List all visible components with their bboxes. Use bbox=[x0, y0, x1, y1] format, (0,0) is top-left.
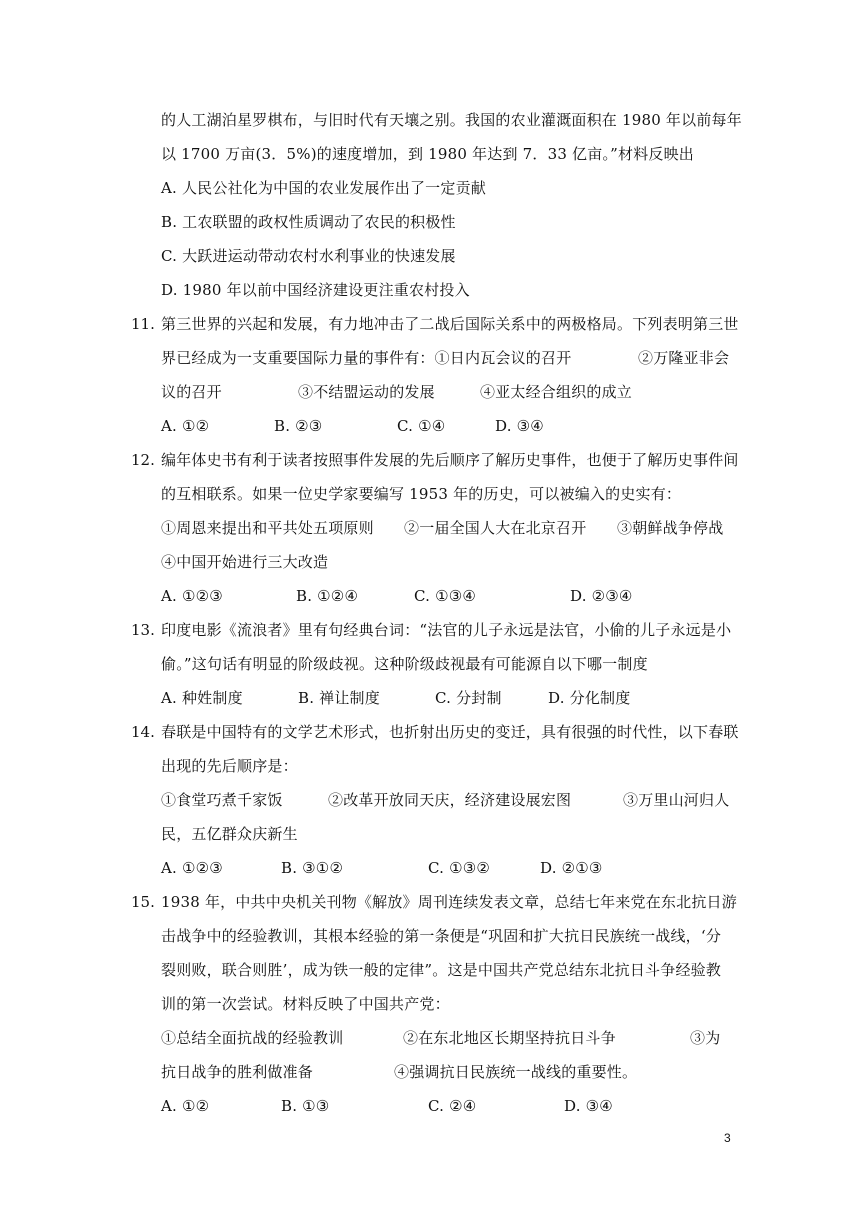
q15-text-line-1: 1938 年，中共中央机关刊物《解放》周刊连续发表文章，总结七年来党在东北抗日游 bbox=[161, 893, 737, 911]
q14-option-d: D. ②①③ bbox=[540, 859, 603, 877]
q15-option-c: C. ②④ bbox=[428, 1097, 477, 1115]
q12-text-line-1: 编年体史书有利于读者按照事件发展的先后顺序了解历史事件，也便于了解历史事件间 bbox=[161, 451, 739, 469]
q13-text-line-1: 印度电影《流浪者》里有句经典台词：“法官的儿子永远是法官，小偷的儿子永远是小 bbox=[161, 621, 732, 639]
q10-option-b: B. 工农联盟的政权性质调动了农民的积极性 bbox=[161, 213, 456, 231]
q13-option-b: B. 禅让制度 bbox=[298, 689, 380, 707]
q11-text-line-2a: 界已经成为一支重要国际力量的事件有：①日内瓦会议的召开 bbox=[161, 349, 572, 367]
q11-number: 11. bbox=[131, 315, 155, 333]
q14-text-line-4: 民，五亿群众庆新生 bbox=[161, 825, 298, 843]
q15-text-line-5c: ③为 bbox=[690, 1029, 721, 1047]
q15-number: 15. bbox=[131, 893, 155, 911]
q10-option-d: D. 1980 年以前中国经济建设更注重农村投入 bbox=[161, 281, 470, 299]
q15-text-line-3: 裂则败，联合则胜’，成为铁一般的定律”。这是中国共产党总结东北抗日斗争经验教 bbox=[161, 961, 722, 979]
q13-text-line-2: 偷。”这句话有明显的阶级歧视。这种阶级歧视最有可能源自以下哪一制度 bbox=[161, 655, 648, 673]
q15-text-line-4: 训的第一次尝试。材料反映了中国共产党： bbox=[161, 995, 450, 1013]
q15-option-d: D. ③④ bbox=[564, 1097, 613, 1115]
q13-number: 13. bbox=[131, 621, 155, 639]
q14-text-line-3a: ①食堂巧煮千家饭 bbox=[161, 791, 283, 809]
q12-number: 12. bbox=[131, 451, 155, 469]
q11-option-c: C. ①④ bbox=[397, 417, 446, 435]
q12-text-line-2: 的互相联系。如果一位史学家要编写 1953 年的历史，可以被编入的史实有： bbox=[161, 485, 682, 503]
q12-text-line-3b: ②一届全国人大在北京召开 bbox=[404, 519, 587, 537]
q12-text-line-4: ④中国开始进行三大改造 bbox=[161, 553, 329, 571]
q10-option-a: A. 人民公社化为中国的农业发展作出了一定贡献 bbox=[161, 179, 486, 197]
q11-text-line-3c: ④亚太经合组织的成立 bbox=[480, 383, 633, 401]
q15-text-line-2: 击战争中的经验教训，其根本经验的第一条便是“巩固和扩大抗日民族统一战线，‘分 bbox=[161, 927, 722, 945]
q14-text-line-3b: ②改革开放同天庆，经济建设展宏图 bbox=[328, 791, 572, 809]
q13-option-d: D. 分化制度 bbox=[548, 689, 631, 707]
q14-text-line-3c: ③万里山河归人 bbox=[623, 791, 730, 809]
q14-text-line-1: 春联是中国特有的文学艺术形式，也折射出历史的变迁，具有很强的时代性，以下春联 bbox=[161, 723, 739, 741]
q11-option-d: D. ③④ bbox=[495, 417, 544, 435]
q11-text-line-2b: ②万隆亚非会 bbox=[638, 349, 730, 367]
q12-text-line-3a: ①周恩来提出和平共处五项原则 bbox=[161, 519, 374, 537]
q15-option-b: B. ①③ bbox=[281, 1097, 330, 1115]
q14-option-a: A. ①②③ bbox=[161, 859, 223, 877]
q13-option-c: C. 分封制 bbox=[435, 689, 502, 707]
q14-option-b: B. ③①② bbox=[281, 859, 344, 877]
q12-option-d: D. ②③④ bbox=[570, 587, 633, 605]
q14-option-c: C. ①③② bbox=[428, 859, 491, 877]
q13-option-a: A. 种姓制度 bbox=[161, 689, 243, 707]
page-number: 3 bbox=[724, 1131, 731, 1145]
q10-text-line-2: 以 1700 万亩(3．5%)的速度增加，到 1980 年达到 7．33 亿亩。”材料反映出 bbox=[161, 145, 695, 163]
q11-text-line-1: 第三世界的兴起和发展，有力地冲击了二战后国际关系中的两极格局。下列表明第三世 bbox=[161, 315, 739, 333]
q15-text-line-5b: ②在东北地区长期坚持抗日斗争 bbox=[403, 1029, 616, 1047]
q14-text-line-2: 出现的先后顺序是： bbox=[161, 757, 298, 775]
q11-text-line-3b: ③不结盟运动的发展 bbox=[298, 383, 435, 401]
q15-text-line-6b: ④强调抗日民族统一战线的重要性。 bbox=[394, 1063, 638, 1081]
q11-text-line-3a: 议的召开 bbox=[161, 383, 222, 401]
q15-option-a: A. ①② bbox=[161, 1097, 210, 1115]
q11-option-a: A. ①② bbox=[161, 417, 210, 435]
q10-text-line-1: 的人工湖泊星罗棋布，与旧时代有天壤之别。我国的农业灌溉面积在 1980 年以前每年 bbox=[161, 111, 742, 129]
q14-number: 14. bbox=[131, 723, 155, 741]
q12-option-b: B. ①②④ bbox=[296, 587, 359, 605]
q10-option-c: C. 大跃进运动带动农村水利事业的快速发展 bbox=[161, 247, 456, 265]
q15-text-line-6a: 抗日战争的胜利做准备 bbox=[161, 1063, 314, 1081]
q15-text-line-5a: ①总结全面抗战的经验教训 bbox=[161, 1029, 344, 1047]
q12-option-c: C. ①③④ bbox=[414, 587, 477, 605]
q12-text-line-3c: ③朝鲜战争停战 bbox=[617, 519, 724, 537]
q12-option-a: A. ①②③ bbox=[161, 587, 223, 605]
q11-option-b: B. ②③ bbox=[274, 417, 323, 435]
